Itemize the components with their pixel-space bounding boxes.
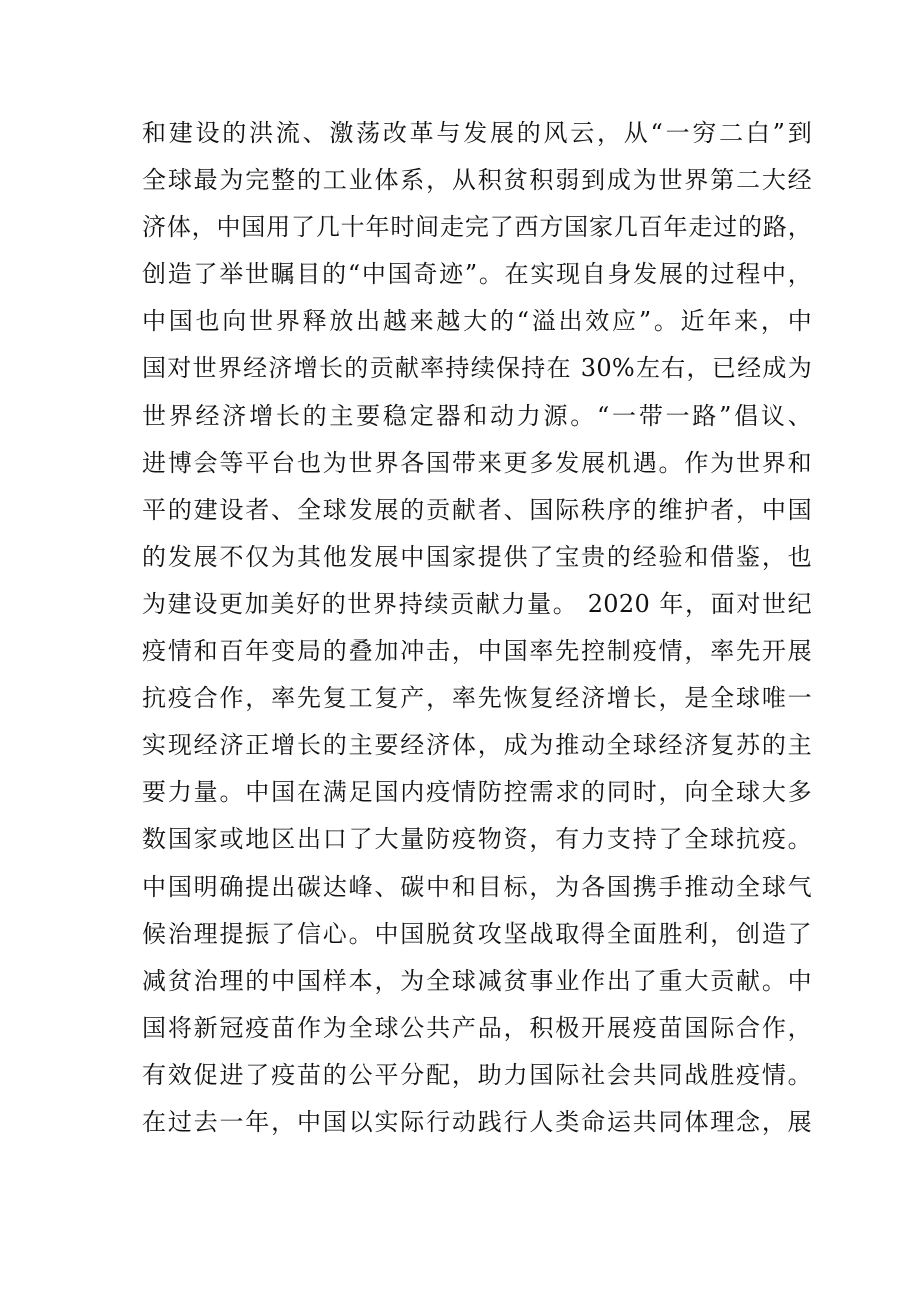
- text-line: 疫情和百年变局的叠加冲击，中国率先控制疫情，率先开展: [142, 637, 812, 666]
- text-line: 抗疫合作，率先复工复产，率先恢复经济增长，是全球唯一: [142, 684, 812, 713]
- text-line: 有效促进了疫苗的公平分配，助力国际社会共同战胜疫情。: [142, 1060, 812, 1089]
- text-line: 减贫治理的中国样本，为全球减贫事业作出了重大贡献。中: [142, 966, 812, 995]
- body-paragraph: [142, 110, 812, 1146]
- text-line: 济体，中国用了几十年时间走完了西方国家几百年走过的路，: [142, 213, 812, 242]
- text-line: 中国也向世界释放出越来越大的“溢出效应”。近年来，中: [142, 307, 812, 336]
- text-line: 实现经济正增长的主要经济体，成为推动全球经济复苏的主: [142, 731, 812, 760]
- text-line: 进博会等平台也为世界各国带来更多发展机遇。作为世界和: [142, 448, 812, 477]
- text-line: 数国家或地区出口了大量防疫物资，有力支持了全球抗疫。: [142, 825, 812, 854]
- text-line: 的发展不仅为其他发展中国家提供了宝贵的经验和借鉴，也: [142, 542, 812, 571]
- text-line: 要力量。中国在满足国内疫情防控需求的同时，向全球大多: [142, 778, 812, 807]
- text-line: 创造了举世瞩目的“中国奇迹”。在实现自身发展的过程中，: [142, 260, 812, 289]
- text-line: 国对世界经济增长的贡献率持续保持在 30%左右，已经成为: [142, 354, 812, 383]
- text-line: 国将新冠疫苗作为全球公共产品，积极开展疫苗国际合作，: [142, 1013, 812, 1042]
- text-line: 世界经济增长的主要稳定器和动力源。“一带一路”倡议、: [142, 401, 812, 430]
- text-line: 在过去一年，中国以实际行动践行人类命运共同体理念，展: [142, 1107, 812, 1136]
- text-line: 中国明确提出碳达峰、碳中和目标，为各国携手推动全球气: [142, 872, 812, 901]
- text-line: 平的建设者、全球发展的贡献者、国际秩序的维护者，中国: [142, 495, 812, 524]
- text-line: 和建设的洪流、激荡改革与发展的风云，从“一穷二白”到: [142, 119, 812, 147]
- text-line: 候治理提振了信心。中国脱贫攻坚战取得全面胜利，创造了: [142, 919, 812, 948]
- text-line: 全球最为完整的工业体系，从积贫积弱到成为世界第二大经: [142, 166, 812, 195]
- text-line: 为建设更加美好的世界持续贡献力量。 2020 年，面对世纪: [142, 589, 812, 618]
